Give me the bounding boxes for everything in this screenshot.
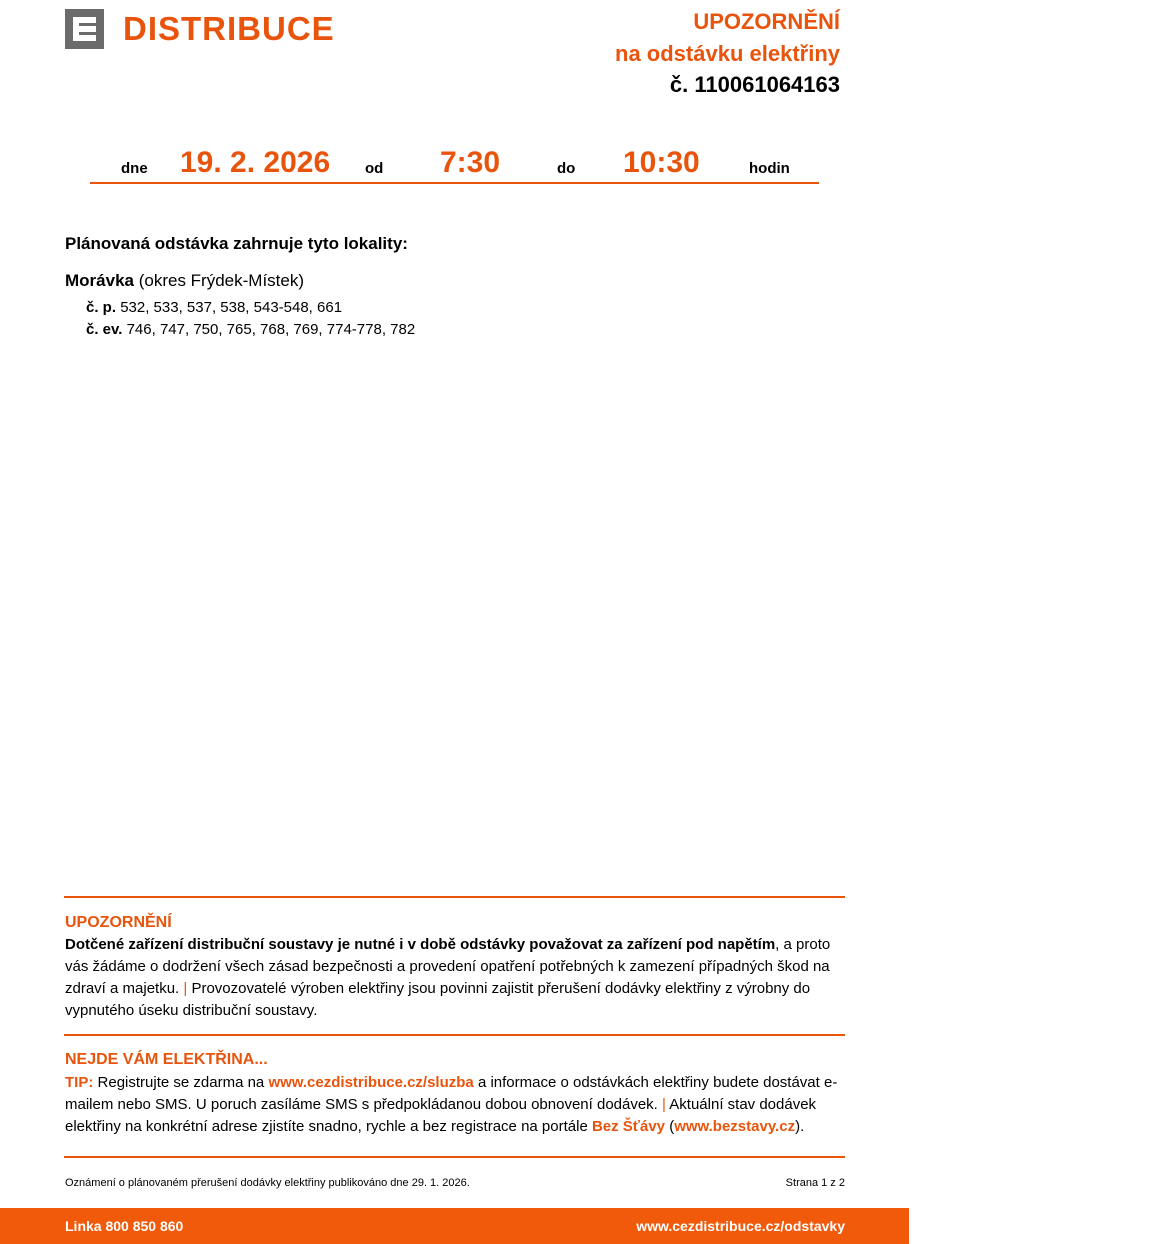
separator: | — [183, 980, 188, 997]
divider — [64, 1156, 845, 1158]
tip-text-2: a informace o odstávkách elektřiny budete dostávat e-mailem nebo SMS. U poruch zasíláme SMS s předpokládanou dobou obnovení dodávek. — [65, 1074, 838, 1113]
from-time: 7:30 — [440, 146, 501, 179]
tip-label: TIP: — [65, 1074, 94, 1091]
separator: | — [662, 1096, 666, 1113]
title-line-1: UPOZORNĚNÍ — [693, 9, 840, 34]
portal-name: Bez Šťávy — [591, 1118, 666, 1135]
warning-title: UPOZORNĚNÍ — [65, 914, 172, 931]
to-time: 10:30 — [623, 146, 700, 179]
service-link[interactable]: www.cezdistribuce.cz/sluzba — [268, 1074, 474, 1091]
hours-label: hodin — [749, 160, 790, 177]
locality-town — [65, 271, 304, 291]
publication-note: Oznámení o plánovaném přerušení dodávky elektřiny publikováno dne 29. 1. 2026. — [65, 1177, 470, 1189]
town-district: (okres Frýdek-Místek) — [138, 271, 305, 290]
cez-logo-icon — [65, 9, 104, 49]
no-power-text — [65, 1072, 855, 1138]
warning-text-1: , a proto vás žádáme o dodržení všech zásad bezpečnosti a provedení opatření potřebných k zamezení případných škod na zdraví a majetku. — [65, 936, 831, 997]
cp-values: 532, 533, 537, 538, 543-548, 661 — [120, 299, 343, 316]
from-label: od — [365, 160, 384, 177]
hotline[interactable]: Linka 800 850 860 — [65, 1218, 184, 1234]
ev-label: č. ev. — [86, 321, 123, 338]
title-line-2: na odstávku elektřiny — [615, 41, 840, 66]
ev-values: 746, 747, 750, 765, 768, 769, 774-778, 782 — [126, 321, 416, 338]
divider — [64, 1034, 845, 1036]
tip-text-1: Registrujte se zdarma na — [97, 1074, 265, 1091]
localities-heading: Plánovaná odstávka zahrnuje tyto lokality: — [65, 234, 408, 253]
address-cp — [86, 299, 342, 316]
cp-label: č. p. — [86, 299, 117, 316]
outages-website-link[interactable]: www.cezdistribuce.cz/odstavky — [636, 1218, 845, 1234]
town-name: Morávka — [65, 271, 134, 290]
address-ev — [86, 321, 415, 338]
bezstavy-link[interactable]: www.bezstavy.cz — [674, 1118, 796, 1135]
day-label: dne — [121, 160, 148, 177]
no-power-title: NEJDE VÁM ELEKTŘINA... — [65, 1051, 268, 1068]
warning-text-2: Provozovatelé výroben elektřiny jsou povinni zajistit přerušení dodávky elektřiny z výrobny do vypnutého úseku distribuční soustavy. — [65, 980, 811, 1019]
warning-text — [65, 934, 855, 1022]
paren-open: ( — [669, 1118, 675, 1135]
to-label: do — [557, 160, 576, 177]
logo-text: DISTRIBUCE — [123, 10, 335, 47]
page-number: Strana 1 z 2 — [785, 1177, 845, 1189]
notice-title — [615, 6, 840, 100]
paren-close: ). — [795, 1118, 805, 1135]
date-underline — [90, 182, 819, 184]
tip-text-3: Aktuální stav dodávek elektřiny na konkrétní adrese zjistíte snadno, rychle a bez registrace na portále — [65, 1096, 817, 1135]
divider — [64, 896, 845, 898]
warning-bold: Dotčené zařízení distribuční soustavy je nutné i v době odstávky považovat za zařízení pod napětím — [65, 936, 776, 953]
notice-number: č. 110061064163 — [669, 72, 840, 97]
outage-date: 19. 2. 2026 — [180, 146, 331, 179]
